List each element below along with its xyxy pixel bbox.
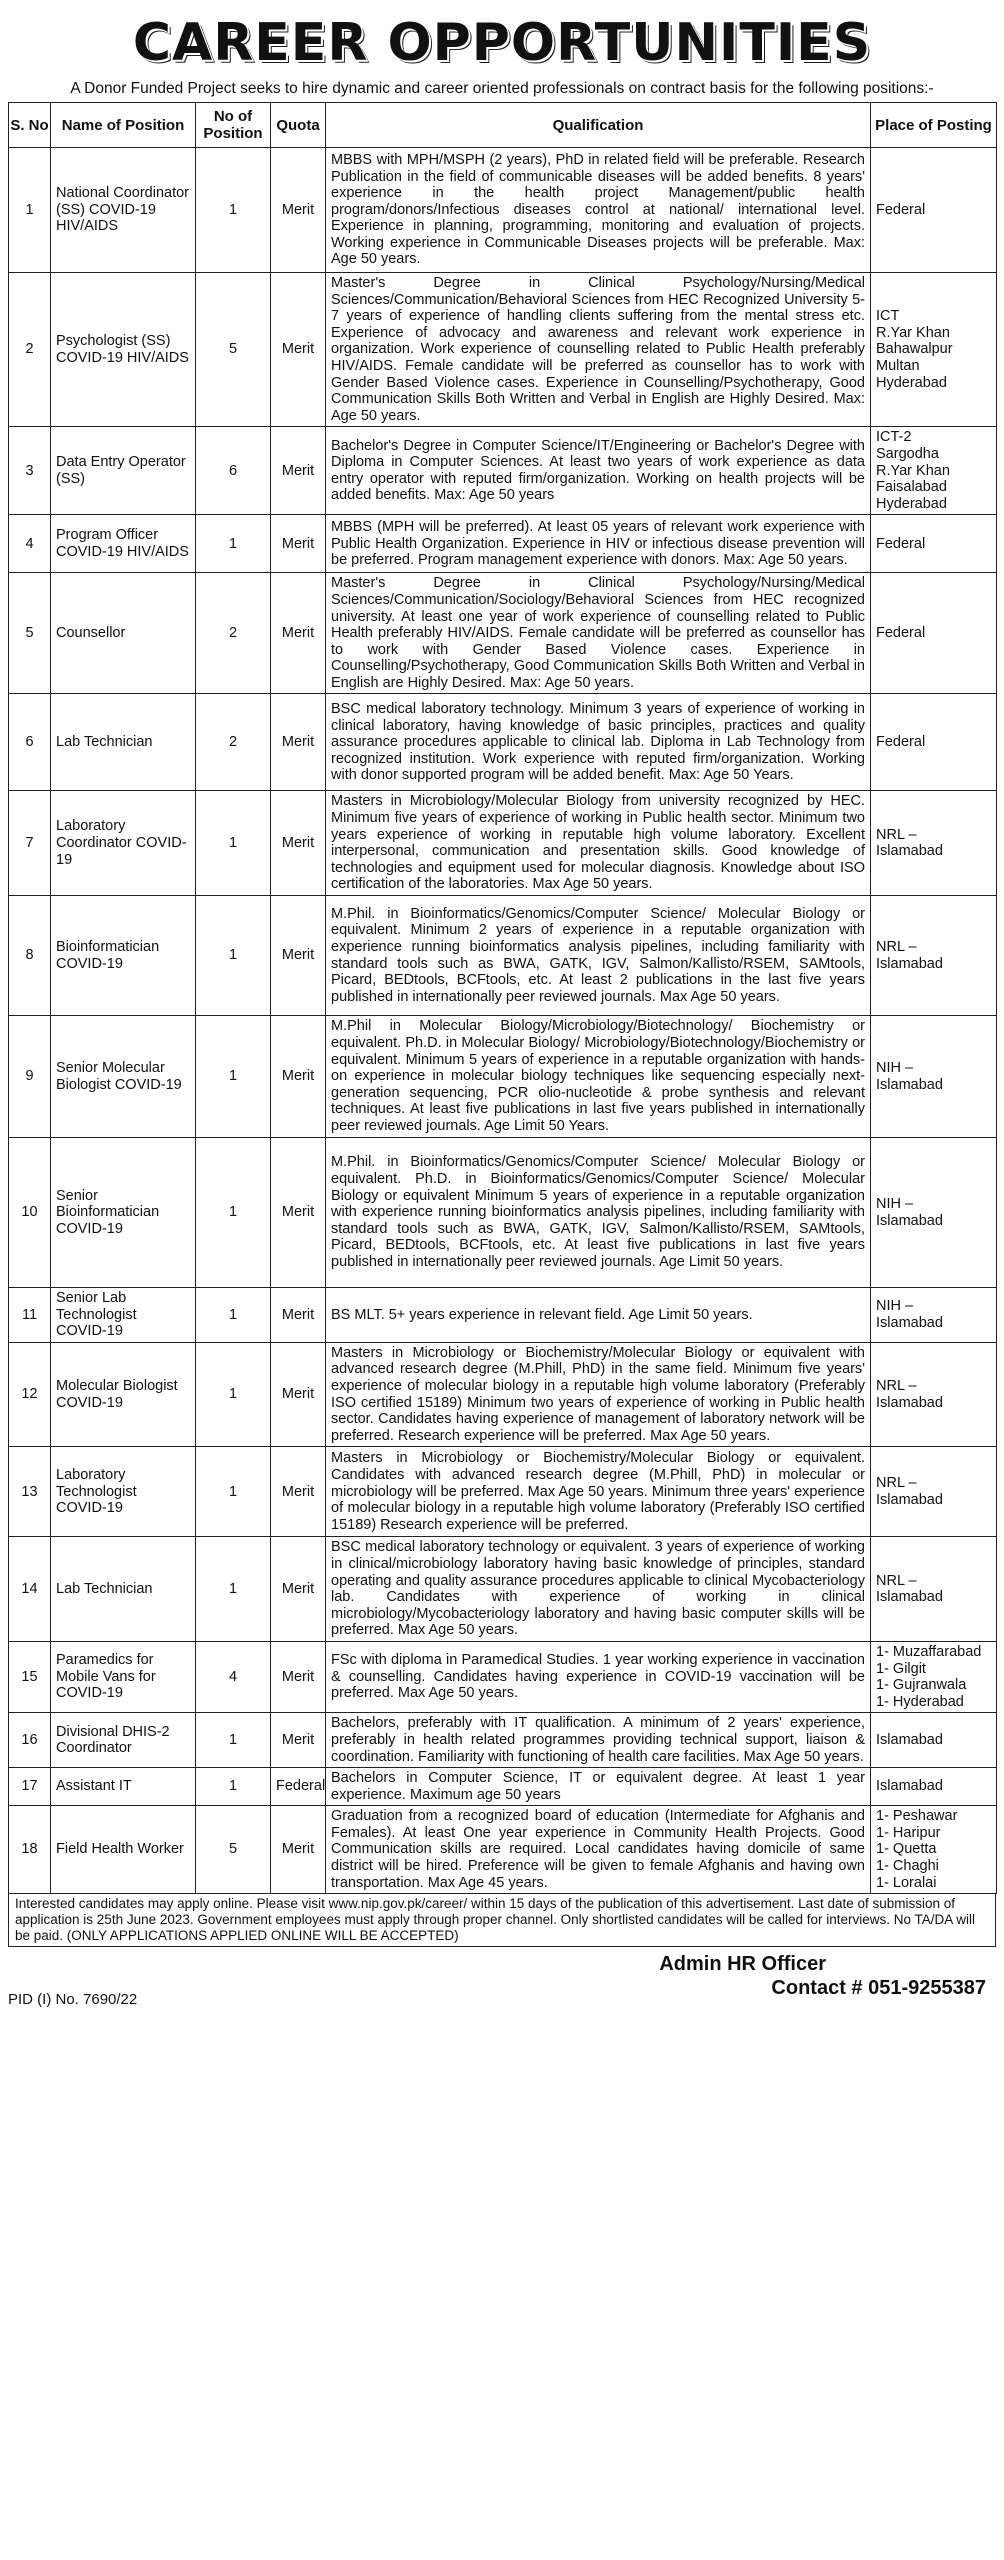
- place-line: 1- Hyderabad: [876, 1693, 964, 1710]
- row-qualification: BS MLT. 5+ years experience in relevant field. Age Limit 50 years.: [326, 1288, 871, 1343]
- place-line: NIH –: [876, 1059, 914, 1076]
- row-sno: 1: [9, 148, 51, 273]
- place-line: R.Yar Khan: [876, 462, 950, 479]
- row-quota: Federal: [271, 1768, 326, 1806]
- row-qualification: MBBS (MPH will be preferred). At least 05 years of relevant work experience with Public Health Organization. Experience in HIV or infectious disease prevention will be preferred. Program management experience with donors. Max: Age 50 years.: [326, 515, 871, 573]
- row-quota: Merit: [271, 1138, 326, 1288]
- row-position-name: Lab Technician: [51, 694, 196, 791]
- row-sno: 4: [9, 515, 51, 573]
- table-row: [9, 1138, 997, 1288]
- row-quota: Merit: [271, 791, 326, 896]
- row-sno: 18: [9, 1806, 51, 1894]
- place-line: 1- Gilgit: [876, 1660, 926, 1677]
- table-row: [9, 573, 997, 694]
- place-line: 1- Peshawar: [876, 1808, 958, 1825]
- place-line: Islamabad: [876, 1314, 943, 1331]
- place-line: Federal: [876, 201, 926, 218]
- row-sno: 12: [9, 1342, 51, 1447]
- row-place-of-posting: [871, 1713, 997, 1768]
- place-line: ICT-2: [876, 429, 912, 446]
- table-row: [9, 791, 997, 896]
- place-line: Islamabad: [876, 1491, 943, 1508]
- row-position-name: Molecular Biologist COVID-19: [51, 1342, 196, 1447]
- place-line: NRL –: [876, 826, 917, 843]
- place-line: NIH –: [876, 1195, 914, 1212]
- row-place-of-posting: [871, 1288, 997, 1343]
- admin-label: Admin HR Officer: [659, 1953, 826, 1976]
- row-quota: Merit: [271, 573, 326, 694]
- table-row: [9, 896, 997, 1016]
- row-position-name: Laboratory Technologist COVID-19: [51, 1447, 196, 1537]
- row-place-of-posting: [871, 1806, 997, 1894]
- table-row: [9, 1342, 997, 1447]
- row-quota: Merit: [271, 1447, 326, 1537]
- row-place-of-posting: [871, 1641, 997, 1712]
- row-position-name: Laboratory Coordinator COVID-19: [51, 791, 196, 896]
- header-qualification: Qualification: [326, 103, 871, 148]
- place-line: ICT: [876, 308, 900, 325]
- header-number: No of Position: [196, 103, 271, 148]
- row-position-name: Counsellor: [51, 573, 196, 694]
- place-line: Islamabad: [876, 1394, 943, 1411]
- row-quota: Merit: [271, 896, 326, 1016]
- row-place-of-posting: [871, 273, 997, 427]
- place-line: NIH –: [876, 1298, 914, 1315]
- row-qualification: M.Phil in Molecular Biology/Microbiology/Biotechnology/ Biochemistry or equivalent. Ph.D. in Molecular Biology/ Microbiology/Biotechnology/Biochemistry or equivalent. Minimum 5 years of experience in a reputable organization with hands-on experience in molecular biology techniques like sequencing especially next-generation sequencing, PCR olio-nucleotide & probe synthesis and relevant techniques. At least five publications in last five years published in internationally peer reviewed journals. Age Limit 50 Years.: [326, 1016, 871, 1138]
- row-sno: 16: [9, 1713, 51, 1768]
- row-position-count: 1: [196, 1342, 271, 1447]
- row-position-name: Data Entry Operator (SS): [51, 427, 196, 515]
- contact-number: Contact # 051-9255387: [771, 1977, 986, 2000]
- row-position-count: 4: [196, 1641, 271, 1712]
- place-line: Sargodha: [876, 445, 939, 462]
- place-line: Islamabad: [876, 843, 943, 860]
- row-position-name: Senior Lab Technologist COVID-19: [51, 1288, 196, 1343]
- row-sno: 6: [9, 694, 51, 791]
- table-row: [9, 1288, 997, 1343]
- place-line: NRL –: [876, 938, 917, 955]
- row-qualification: Masters in Microbiology/Molecular Biology from university recognized by HEC. Minimum five years of experience of working in Public health sector. Minimum two years experience of working in reputable high volume laboratory. Excellent interpersonal, communication and presentation skills. Good knowledge of technologies and equipment used for molecular diagnosis. Knowledge about ISO certification of the laboratories. Max Age 50 years.: [326, 791, 871, 896]
- signature-block: [8, 1947, 996, 2007]
- place-line: Faisalabad: [876, 479, 947, 496]
- row-position-name: National Coordinator (SS) COVID-19 HIV/AIDS: [51, 148, 196, 273]
- row-quota: Merit: [271, 273, 326, 427]
- row-position-count: 1: [196, 1016, 271, 1138]
- row-place-of-posting: [871, 573, 997, 694]
- advertisement: [8, 8, 996, 2007]
- row-place-of-posting: [871, 148, 997, 273]
- row-qualification: FSc with diploma in Paramedical Studies. 1 year working experience in vaccination & counselling. Candidates having experience in COVID-19 vaccination will be preferred. Max Age 50 years.: [326, 1641, 871, 1712]
- row-position-count: 1: [196, 1713, 271, 1768]
- row-position-name: Program Officer COVID-19 HIV/AIDS: [51, 515, 196, 573]
- row-qualification: Masters in Microbiology or Biochemistry/Molecular Biology or equivalent. Candidates with advanced research degree (M.Phill, PhD) in molecular or microbiology will be preferred. Max Age 50 years. Minimum three years' experience of molecular biology in a reputable high volume laboratory (Preferably ISO certified 15189) Research experience will be preferred.: [326, 1447, 871, 1537]
- row-place-of-posting: [871, 515, 997, 573]
- row-quota: Merit: [271, 1342, 326, 1447]
- header-sno: S. No: [9, 103, 51, 148]
- row-sno: 11: [9, 1288, 51, 1343]
- row-place-of-posting: [871, 1138, 997, 1288]
- table-row: [9, 1768, 997, 1806]
- row-sno: 8: [9, 896, 51, 1016]
- row-qualification: Graduation from a recognized board of education (Intermediate for Afghanis and Females). At least One year experience in Community Health Projects. Good Communication skills are required. Local candidates having domicile of same district will be hired. Preference will be given to female Afghanis and having own transportation. Max Age 45 years.: [326, 1806, 871, 1894]
- place-line: NRL –: [876, 1475, 917, 1492]
- place-line: Islamabad: [876, 1076, 943, 1093]
- row-quota: Merit: [271, 1288, 326, 1343]
- row-sno: 9: [9, 1016, 51, 1138]
- row-position-count: 1: [196, 515, 271, 573]
- place-line: Islamabad: [876, 1731, 943, 1748]
- row-qualification: Master's Degree in Clinical Psychology/Nursing/Medical Sciences/Communication/Sociology/Behavioral Sciences from HEC recognized university. At least one year of work experience of counselling related to Public Health preferably HIV/AIDS. Female candidate will be preferred as counsellor has to work with Gender Based Violence cases. Experience in Counselling/Psychotherapy, Good Communication Skills Both Written and Verbal in English are Highly Desired. Max: Age 50 years.: [326, 573, 871, 694]
- place-line: 1- Loralai: [876, 1874, 937, 1891]
- footer-note: Interested candidates may apply online. Please visit www.nip.gov.pk/career/ within 15 days of the publication of this advertisement. Last date of submission of application is 25th June 2023. Government employees must apply through proper channel. Only shortlisted candidates will be called for interviews. No TA/DA will be paid. (ONLY APPLICATIONS APPLIED ONLINE WILL BE ACCEPTED): [8, 1894, 996, 1947]
- row-quota: Merit: [271, 1713, 326, 1768]
- intro-text: A Donor Funded Project seeks to hire dynamic and career oriented professionals on contract basis for the following positions:-: [70, 80, 934, 97]
- row-position-name: Senior Bioinformatician COVID-19: [51, 1138, 196, 1288]
- table-row: [9, 148, 997, 273]
- row-place-of-posting: [871, 1768, 997, 1806]
- row-place-of-posting: [871, 791, 997, 896]
- row-position-name: Bioinformatician COVID-19: [51, 896, 196, 1016]
- place-line: Bahawalpur: [876, 341, 953, 358]
- table-row: [9, 1713, 997, 1768]
- row-sno: 17: [9, 1768, 51, 1806]
- row-sno: 3: [9, 427, 51, 515]
- row-place-of-posting: [871, 694, 997, 791]
- row-position-count: 6: [196, 427, 271, 515]
- row-position-count: 2: [196, 573, 271, 694]
- place-line: Multan: [876, 357, 920, 374]
- row-position-count: 1: [196, 1138, 271, 1288]
- row-place-of-posting: [871, 896, 997, 1016]
- row-qualification: BSC medical laboratory technology. Minimum 3 years of experience of working in clinical laboratory, having knowledge of basic principles, practices and quality assurance procedures applicable to clinical lab. Diploma in Lab Technology from recognized institution. Work experience with reputed firm/organization. Working with donor supported program will be added benefit. Max: Age 50 Years.: [326, 694, 871, 791]
- row-sno: 15: [9, 1641, 51, 1712]
- place-line: NRL –: [876, 1378, 917, 1394]
- place-line: Hyderabad: [876, 374, 947, 391]
- table-row: [9, 1537, 997, 1642]
- row-quota: Merit: [271, 427, 326, 515]
- row-quota: Merit: [271, 515, 326, 573]
- place-line: Islamabad: [876, 1589, 943, 1606]
- row-position-name: Divisional DHIS-2 Coordinator: [51, 1713, 196, 1768]
- row-position-count: 1: [196, 1288, 271, 1343]
- row-position-count: 1: [196, 1447, 271, 1537]
- row-position-count: 1: [196, 896, 271, 1016]
- row-sno: 2: [9, 273, 51, 427]
- row-qualification: Bachelors in Computer Science, IT or equivalent degree. At least 1 year experience. Maximum age 50 years: [326, 1768, 871, 1806]
- row-position-name: Lab Technician: [51, 1537, 196, 1642]
- header-place: Place of Posting: [871, 103, 997, 148]
- row-qualification: MBBS with MPH/MSPH (2 years), PhD in related field will be preferable. Research Publication in the field of communicable diseases will be added benefits. 8 years' experience in the health project Management/public health program/donors/Infectious diseases control at national/ international level. Experience in planning, programming, monitoring and evaluation of projects. Working experience in Communicable Diseases projects will be preferable. Max: Age 50 years.: [326, 148, 871, 273]
- row-sno: 10: [9, 1138, 51, 1288]
- place-line: Islamabad: [876, 1778, 943, 1795]
- row-qualification: Master's Degree in Clinical Psychology/Nursing/Medical Sciences/Communication/Behavioral Sciences from HEC Recognized University 5-7 years of experience of handling clients suffering from the mental stress etc. Experience of advocacy and awareness and relevant work experience in organization. Work experience of counselling related to Public Health preferably HIV/AIDS. Female candidate will be preferred as counsellor has to work with Gender Based Violence cases. Experience in Counselling/Psychotherapy, Good Communication Skills Both Written and Verbal in English are Highly Desired. Max: Age 50 years.: [326, 273, 871, 427]
- row-qualification: BSC medical laboratory technology or equivalent. 3 years of experience of working in clinical/microbiology laboratory having basic knowledge of principles, standard operating and quality assurance procedures applicable to clinical Mycobacteriology lab. Candidates with experience of working in clinical microbiology/Mycobacteriology laboratory and having basic computer skills will be preferred. Max Age 50 years.: [326, 1537, 871, 1642]
- row-qualification: M.Phil. in Bioinformatics/Genomics/Computer Science/ Molecular Biology or equivalent. Ph.D. in Bioinformatics/Genomics/Computer Science/ Molecular Biology or equivalent Minimum 5 years of experience in a reputable organization with experience running bioinformatics analysis pipelines, including familiarity with standard tools such as BWA, GATK, IGV, Salmon/Kallisto/RSEM, SAMtools, Picard, BEDtools, BCFtools, etc. At least five publications in last five years published in internationally peer reviewed journals. Age Limit 50 years.: [326, 1138, 871, 1288]
- table-header-row: [9, 103, 997, 148]
- row-qualification: M.Phil. in Bioinformatics/Genomics/Computer Science/ Molecular Biology or equivalent. Minimum 2 years of experience in a reputable organization with experience running bioinformatics analysis pipelines, including familiarity with standard tools such as BWA, GATK, IGV, Salmon/Kallisto/RSEM, SAMtools, Picard, BEDtools, BCFtools, etc. At least 2 publications in the last five years published in internationally peer reviewed journals. Max Age 50 years.: [326, 896, 871, 1016]
- row-position-name: Assistant IT: [51, 1768, 196, 1806]
- row-position-name: Paramedics for Mobile Vans for COVID-19: [51, 1641, 196, 1712]
- row-quota: Merit: [271, 1806, 326, 1894]
- row-place-of-posting: [871, 1016, 997, 1138]
- page-title: CAREER OPPORTUNITIES: [132, 13, 872, 73]
- row-quota: Merit: [271, 694, 326, 791]
- row-sno: 13: [9, 1447, 51, 1537]
- table-row: [9, 427, 997, 515]
- row-place-of-posting: [871, 1537, 997, 1642]
- row-position-count: 5: [196, 1806, 271, 1894]
- row-position-name: Field Health Worker: [51, 1806, 196, 1894]
- table-row: [9, 1641, 997, 1712]
- row-position-count: 1: [196, 791, 271, 896]
- place-line: Federal: [876, 535, 926, 552]
- header-name: Name of Position: [51, 103, 196, 148]
- row-position-name: Psychologist (SS) COVID-19 HIV/AIDS: [51, 273, 196, 427]
- positions-table: [8, 102, 997, 1894]
- place-line: Federal: [876, 734, 926, 751]
- row-position-name: Senior Molecular Biologist COVID-19: [51, 1016, 196, 1138]
- row-position-count: 1: [196, 148, 271, 273]
- place-line: Federal: [876, 625, 926, 642]
- table-row: [9, 515, 997, 573]
- table-row: [9, 273, 997, 427]
- row-qualification: Bachelor's Degree in Computer Science/IT/Engineering or Bachelor's Degree with Diploma in Computer Sciences. At least two years of work experience as data entry operator with reputed firm/organization. Working on health projects will be added benefits. Max: Age 50 years: [326, 427, 871, 515]
- row-place-of-posting: [871, 1447, 997, 1537]
- place-line: 1- Chaghi: [876, 1858, 939, 1875]
- place-line: Hyderabad: [876, 495, 947, 512]
- title-bar: [8, 8, 996, 78]
- table-row: [9, 1806, 997, 1894]
- place-line: Islamabad: [876, 1212, 943, 1229]
- row-sno: 5: [9, 573, 51, 694]
- row-quota: Merit: [271, 1537, 326, 1642]
- place-line: Islamabad: [876, 955, 943, 972]
- row-position-count: 1: [196, 1537, 271, 1642]
- place-line: 1- Quetta: [876, 1841, 937, 1858]
- row-sno: 7: [9, 791, 51, 896]
- table-row: [9, 1447, 997, 1537]
- row-quota: Merit: [271, 1016, 326, 1138]
- row-quota: Merit: [271, 148, 326, 273]
- row-place-of-posting: [871, 1342, 997, 1447]
- row-quota: Merit: [271, 1641, 326, 1712]
- place-line: 1- Haripur: [876, 1824, 941, 1841]
- place-line: R.Yar Khan: [876, 324, 950, 341]
- row-position-count: 2: [196, 694, 271, 791]
- header-quota: Quota: [271, 103, 326, 148]
- place-line: 1- Muzaffarabad: [876, 1643, 982, 1660]
- table-body: [9, 148, 997, 1894]
- pid-number: PID (I) No. 7690/22: [8, 1991, 138, 2009]
- row-qualification: Bachelors, preferably with IT qualification. A minimum of 2 years' experience, preferably in health related programmes providing technical support, liaison & coordination. Familiarity with functioning of health care facilities. Max Age 50 years.: [326, 1713, 871, 1768]
- row-sno: 14: [9, 1537, 51, 1642]
- place-line: NRL –: [876, 1572, 917, 1589]
- row-place-of-posting: [871, 427, 997, 515]
- row-qualification: Masters in Microbiology or Biochemistry/Molecular Biology or equivalent with advanced research degree (M.Phill, PhD) in the same field. Minimum five years' experience of molecular biology in a reputable high volume laboratory (Preferably ISO certified 15189) Minimum two years of experience of working in Public health sector. Candidates having experience of management of laboratory network will be preferred. Research experience will be preferred. Max Age 50 years.: [326, 1342, 871, 1447]
- row-position-count: 1: [196, 1768, 271, 1806]
- place-line: 1- Gujranwala: [876, 1677, 967, 1694]
- table-row: [9, 694, 997, 791]
- row-position-count: 5: [196, 273, 271, 427]
- table-row: [9, 1016, 997, 1138]
